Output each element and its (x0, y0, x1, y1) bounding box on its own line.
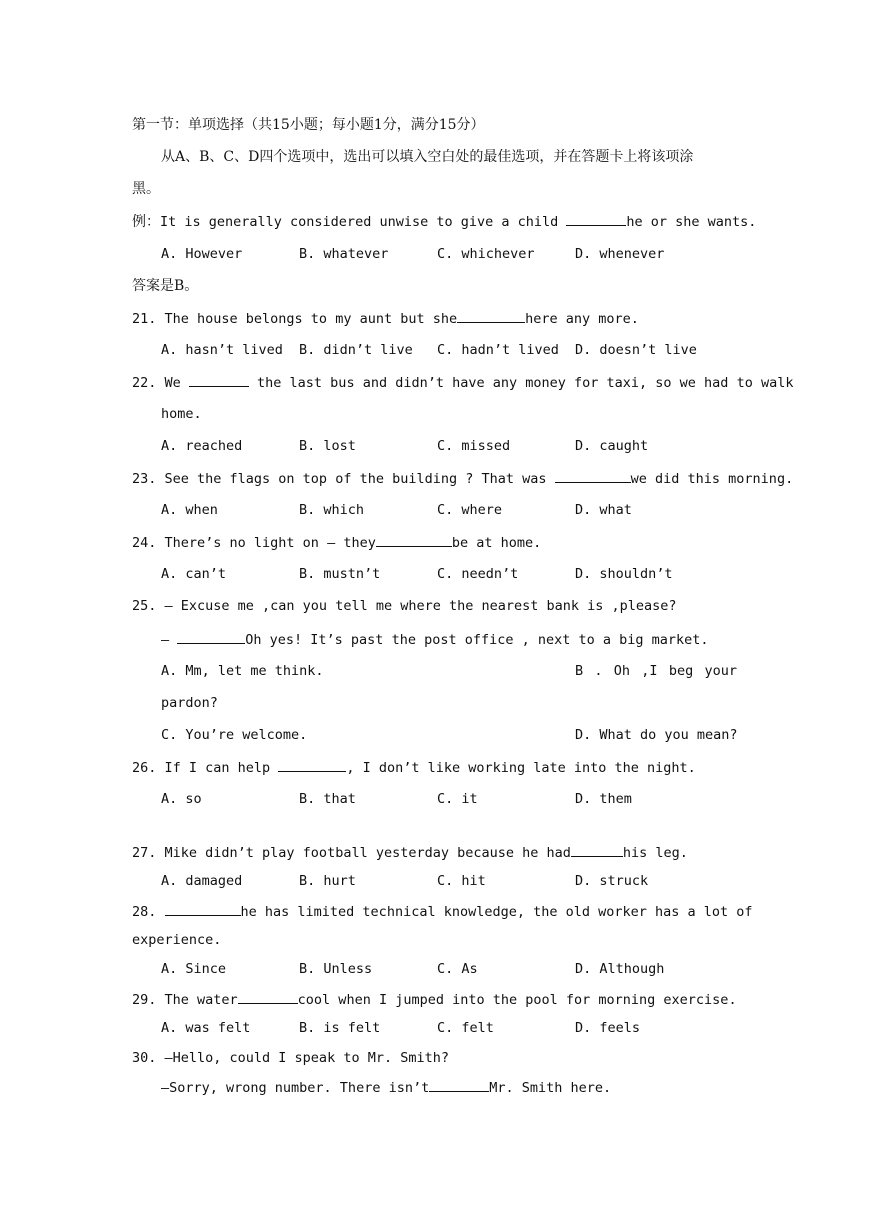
question-27-option-c: C. hit (437, 873, 486, 889)
question-29-stem-after: cool when I jumped into the pool for morning exercise. (297, 992, 737, 1008)
question-25-line-2 (161, 629, 709, 650)
question-24-option-d: D. shouldn’t (575, 566, 673, 582)
question-29-stem-before: 29. The water (132, 992, 238, 1008)
question-22-stem-after: the last bus and didn’t have any money for taxi, so we had to walk (248, 375, 794, 391)
question-25-line-2-before: — (161, 632, 178, 648)
example-stem (132, 211, 756, 232)
question-29-option-a: A. was felt (161, 1020, 251, 1036)
example-option-b: B. whatever (299, 246, 389, 262)
question-29-option-c: C. felt (437, 1020, 494, 1036)
answer-blank (429, 1077, 489, 1092)
question-22-stem-before: 22. We (132, 375, 189, 391)
question-28-option-d: D. Although (575, 961, 665, 977)
question-21-option-a: A. hasn’t lived (161, 342, 283, 358)
answer-blank (165, 901, 241, 916)
question-24-option-c: C. needn’t (437, 566, 519, 582)
question-23-option-c: C. where (437, 502, 503, 518)
question-28-stem (132, 901, 753, 922)
question-26-option-c: C. it (437, 791, 478, 807)
question-30-line-2 (161, 1077, 611, 1098)
question-27-stem-after: his leg. (622, 845, 688, 861)
question-24-stem-before: 24. There’s no light on — they (132, 535, 376, 551)
question-25-option-c: C. You’re welcome. (161, 727, 308, 743)
answer-blank (177, 629, 245, 644)
question-23-stem-after: we did this morning. (630, 471, 794, 487)
question-22-option-d: D. caught (575, 438, 649, 454)
question-27-stem-before: 27. Mike didn’t play football yesterday because he had (132, 845, 571, 861)
question-27-option-d: D. struck (575, 873, 649, 889)
question-25-option-b: B . Oh ,I beg your (575, 663, 737, 679)
question-26-stem-after: , I don’t like working late into the night. (346, 760, 696, 776)
question-23-option-d: D. what (575, 502, 632, 518)
question-26-stem (132, 757, 696, 778)
question-21-option-d: D. doesn’t live (575, 342, 697, 358)
question-27-option-b: B. hurt (299, 873, 356, 889)
question-26-option-d: D. them (575, 791, 632, 807)
example-stem-after: he or she wants. (626, 214, 757, 230)
question-25-option-a: A. Mm, let me think. (161, 663, 324, 679)
question-26-option-b: B. that (299, 791, 356, 807)
example-answer: 答案是B。 (132, 278, 199, 294)
question-28-option-c: C. As (437, 961, 478, 977)
question-24-option-a: A. can’t (161, 566, 227, 582)
question-30-line-2-before: —Sorry, wrong number. There isn’t (161, 1080, 430, 1096)
question-22-option-c: C. missed (437, 438, 511, 454)
question-28-stem-before: 28. (132, 904, 165, 920)
question-28-option-b: B. Unless (299, 961, 373, 977)
example-option-a: A. However (161, 246, 243, 262)
question-25-stem: 25. — Excuse me ,can you tell me where the nearest bank is ,please? (132, 598, 677, 614)
question-22-option-b: B. lost (299, 438, 356, 454)
question-25-option-d: D. What do you mean? (575, 727, 738, 743)
question-22-stem (132, 372, 793, 393)
answer-blank (571, 842, 623, 857)
question-21-option-c: C. hadn’t lived (437, 342, 559, 358)
question-29-option-d: D. feels (575, 1020, 641, 1036)
question-28-stem-cont: experience. (132, 932, 222, 948)
question-29-stem (132, 989, 737, 1010)
question-21-stem-after: here any more. (525, 311, 639, 327)
example-option-d: D. whenever (575, 246, 665, 262)
question-26-stem-before: 26. If I can help (132, 760, 279, 776)
question-22-stem-cont: home. (161, 406, 202, 422)
section-header: 第一节：单项选择（共15小题；每小题1分，满分15分） (132, 117, 485, 133)
example-prefix: 例： (132, 214, 160, 230)
question-28-stem-after: he has limited technical knowledge, the old worker has a lot of (240, 904, 753, 920)
answer-blank (457, 308, 525, 323)
question-25-option-b-cont: pardon? (161, 695, 218, 711)
question-21-stem-before: 21. The house belongs to my aunt but she (132, 311, 458, 327)
question-22-option-a: A. reached (161, 438, 243, 454)
question-24-option-b: B. mustn’t (299, 566, 381, 582)
answer-blank (555, 468, 631, 483)
question-23-stem-before: 23. See the flags on top of the building ? That was (132, 471, 555, 487)
instructions-line-1: 从A、B、C、D四个选项中，选出可以填入空白处的最佳选项，并在答题卡上将该项涂 (161, 149, 694, 165)
question-27-option-a: A. damaged (161, 873, 243, 889)
answer-blank (566, 211, 626, 226)
question-27-stem (132, 842, 688, 863)
question-28-option-a: A. Since (161, 961, 227, 977)
question-23-stem (132, 468, 793, 489)
example-stem-before: It is generally considered unwise to give a child (160, 214, 567, 230)
question-30-line-2-after: Mr. Smith here. (489, 1080, 612, 1096)
question-26-option-a: A. so (161, 791, 202, 807)
answer-blank (238, 989, 298, 1004)
question-21-option-b: B. didn’t live (299, 342, 413, 358)
question-25-line-2-after: Oh yes! It’s past the post office , next to a big market. (245, 632, 709, 648)
question-24-stem (132, 532, 541, 553)
question-21-stem (132, 308, 639, 329)
question-29-option-b: B. is felt (299, 1020, 381, 1036)
question-30-stem: 30. —Hello, could I speak to Mr. Smith? (132, 1050, 449, 1066)
answer-blank (376, 532, 452, 547)
answer-blank (278, 757, 346, 772)
question-23-option-b: B. which (299, 502, 365, 518)
question-24-stem-after: be at home. (451, 535, 542, 551)
example-option-c: C. whichever (437, 246, 535, 262)
instructions-line-2: 黑。 (132, 181, 160, 197)
question-23-option-a: A. when (161, 502, 218, 518)
answer-blank (189, 372, 249, 387)
